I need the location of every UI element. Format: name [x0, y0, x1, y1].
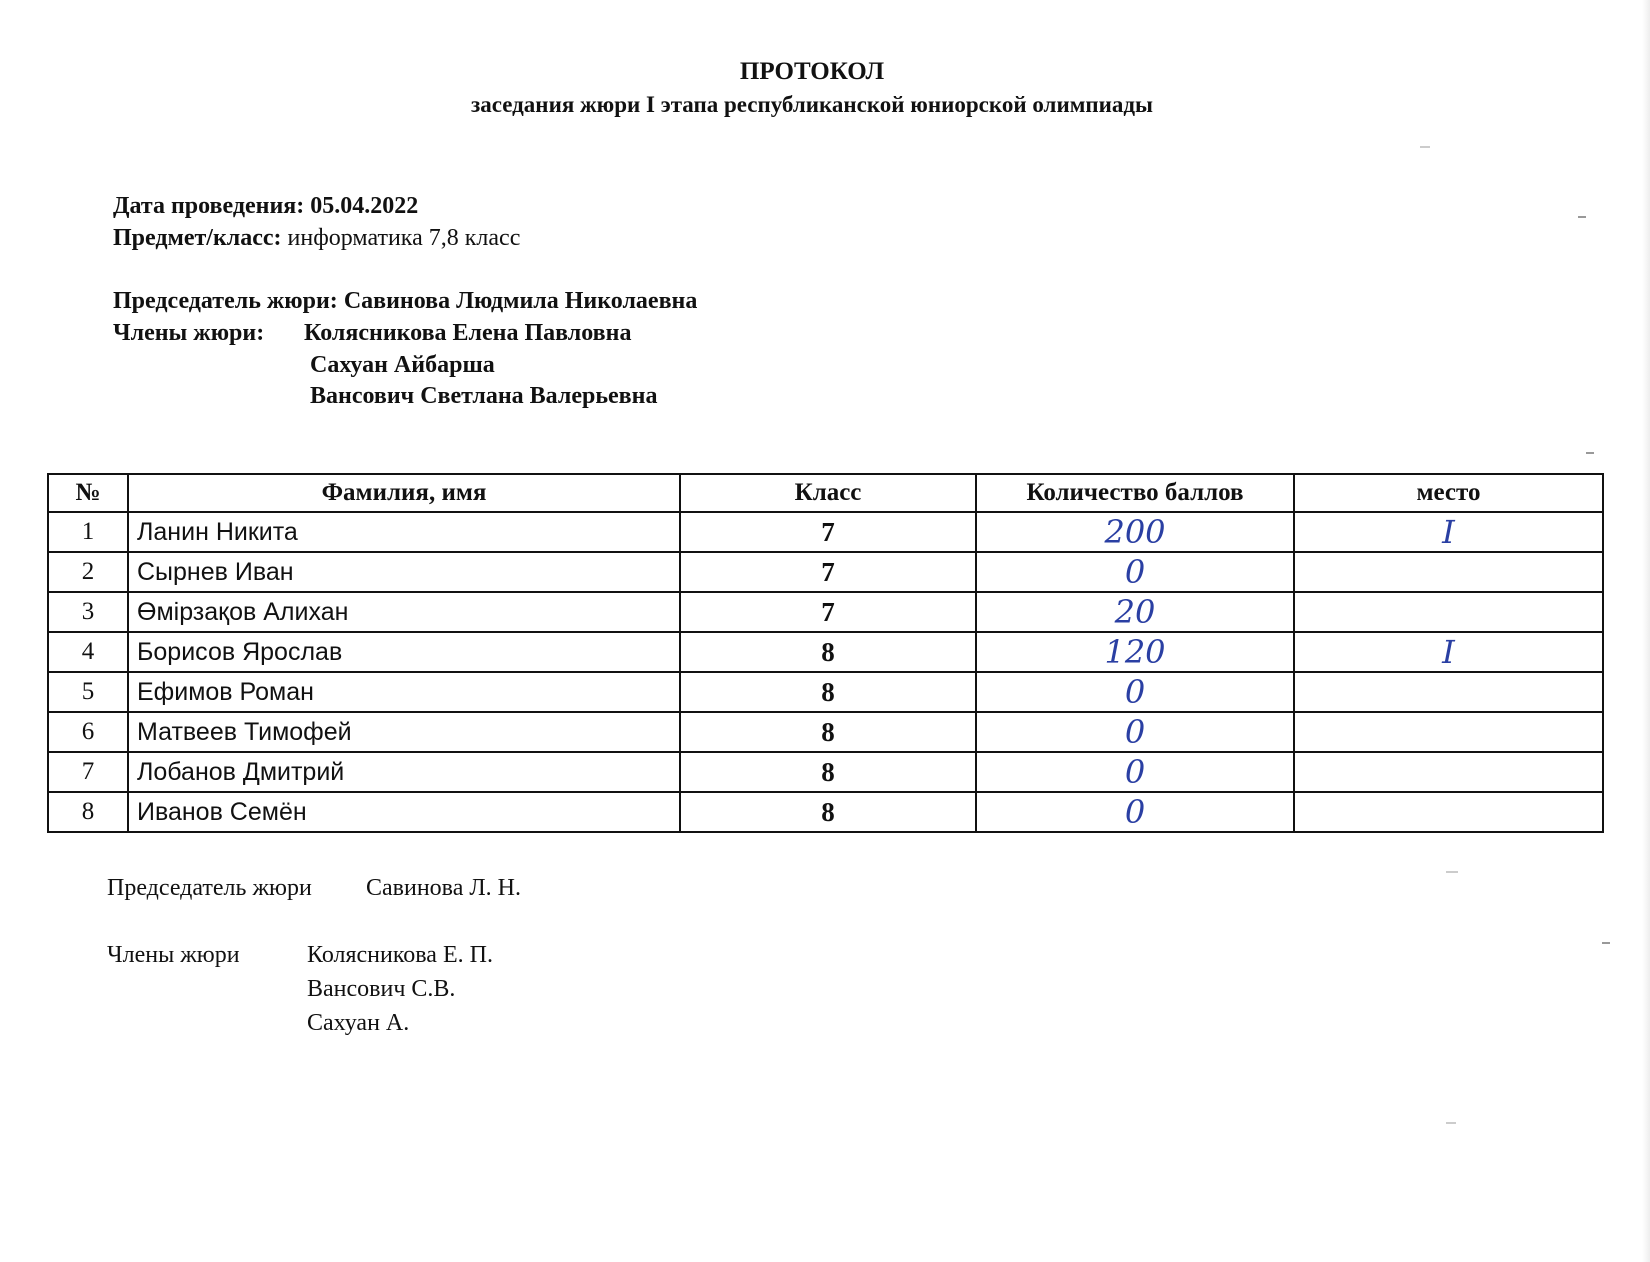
table-row: [48, 792, 1603, 832]
date-line: [113, 193, 418, 220]
scan-speck: [1446, 871, 1458, 873]
row-name: Ланин Никита: [128, 512, 680, 552]
row-number: 6: [48, 712, 128, 752]
subject-line: [113, 225, 520, 252]
row-score: 0: [976, 792, 1294, 832]
jury-member-2: Сахуан Айбарша: [310, 352, 495, 378]
row-place: [1294, 752, 1603, 792]
row-number: 3: [48, 592, 128, 632]
scan-speck: [1602, 942, 1610, 944]
header-class: Класс: [680, 474, 976, 512]
row-score: 0: [976, 712, 1294, 752]
scan-speck: [1446, 1122, 1456, 1124]
row-class: 7: [680, 512, 976, 552]
row-name: Ефимов Роман: [128, 672, 680, 712]
row-place: [1294, 592, 1603, 632]
jury-chair-line: [113, 288, 697, 315]
row-name: Сырнев Иван: [128, 552, 680, 592]
signature-chair-name: Савинова Л. Н.: [366, 875, 521, 901]
row-name: Өмірзақов Алихан: [128, 592, 680, 632]
date-value: 05.04.2022: [310, 193, 419, 219]
jury-members-label: Члены жюри:: [113, 320, 265, 346]
header-score: Количество баллов: [976, 474, 1294, 512]
signature-members-label: Члены жюри: [107, 942, 240, 968]
row-place: [1294, 672, 1603, 712]
jury-member-3: Вансович Светлана Валерьевна: [310, 383, 658, 409]
row-score: 0: [976, 752, 1294, 792]
row-number: 1: [48, 512, 128, 552]
subject-value: информатика 7,8 класс: [287, 225, 521, 251]
row-score: 20: [976, 592, 1294, 632]
table-row: [48, 752, 1603, 792]
row-class: 7: [680, 552, 976, 592]
header-number: №: [48, 474, 128, 512]
row-name: Борисов Ярослав: [128, 632, 680, 672]
row-score: 120: [976, 632, 1294, 672]
date-label: Дата проведения:: [113, 193, 305, 219]
row-place: [1294, 792, 1603, 832]
scan-speck: [1420, 146, 1430, 148]
table-row: [48, 592, 1603, 632]
row-score: 0: [976, 672, 1294, 712]
row-number: 8: [48, 792, 128, 832]
row-place: [1294, 552, 1603, 592]
row-score: 200: [976, 512, 1294, 552]
row-class: 8: [680, 792, 976, 832]
scan-speck: [1586, 452, 1594, 454]
row-class: 8: [680, 752, 976, 792]
row-class: 8: [680, 672, 976, 712]
row-class: 7: [680, 592, 976, 632]
results-table: [47, 473, 1604, 833]
signature-member-2: Вансович С.В.: [307, 976, 456, 1002]
jury-chair-label: Председатель жюри:: [113, 288, 338, 314]
row-score: 0: [976, 552, 1294, 592]
row-number: 4: [48, 632, 128, 672]
row-number: 2: [48, 552, 128, 592]
header-name: Фамилия, имя: [128, 474, 680, 512]
jury-chair-name: Савинова Людмила Николаевна: [343, 288, 698, 314]
jury-member-1: Колясникова Елена Павловна: [304, 320, 632, 346]
row-name: Матвеев Тимофей: [128, 712, 680, 752]
header-place: место: [1294, 474, 1603, 512]
signature-member-3: Сахуан А.: [307, 1010, 410, 1036]
row-name: Лобанов Дмитрий: [128, 752, 680, 792]
signature-member-1: Колясникова Е. П.: [307, 942, 493, 968]
scan-speck: [1578, 216, 1586, 218]
table-row: [48, 512, 1603, 552]
row-number: 7: [48, 752, 128, 792]
row-place: I: [1294, 632, 1603, 672]
row-place: I: [1294, 512, 1603, 552]
table-header-row: [48, 474, 1603, 512]
table-row: [48, 552, 1603, 592]
row-number: 5: [48, 672, 128, 712]
table-row: [48, 632, 1603, 672]
row-place: [1294, 712, 1603, 752]
subject-label: Предмет/класс:: [113, 225, 282, 251]
row-class: 8: [680, 632, 976, 672]
protocol-page: ПРОТОКОЛ заседания жюри I этапа республиканской юниорской олимпиады Дата проведения: 05.04.2022 Предмет/класс: информатика 7,8 класс Председатель жюри: Савинова Людмила Николаевна Члены жюри: Колясникова Елена Павловна Сахуан Айбарша Вансович Светлана Валерьевна № Фамилия, имя Класс Количество баллов место 1 Ланин Никита 7 200 I 2 Сырнев Иван 7 0 3 Өмірзақов Алихан 7 20 4 Борисов Ярослав 8 120 I 5 Ефимов Роман 8 0 6 Матвеев Тимофей 8 0 7 Лобанов Дмитрий 8 0 8 Иванов Семён 8 0 Председатель жюри Савинова Л. Н. Члены жюри Колясникова Е. П. Вансович С.В. Сахуан А.: [0, 0, 1650, 1262]
row-class: 8: [680, 712, 976, 752]
page-edge: [1642, 0, 1650, 1262]
table-row: [48, 672, 1603, 712]
row-name: Иванов Семён: [128, 792, 680, 832]
table-row: [48, 712, 1603, 752]
signature-chair-label: Председатель жюри: [107, 875, 312, 901]
